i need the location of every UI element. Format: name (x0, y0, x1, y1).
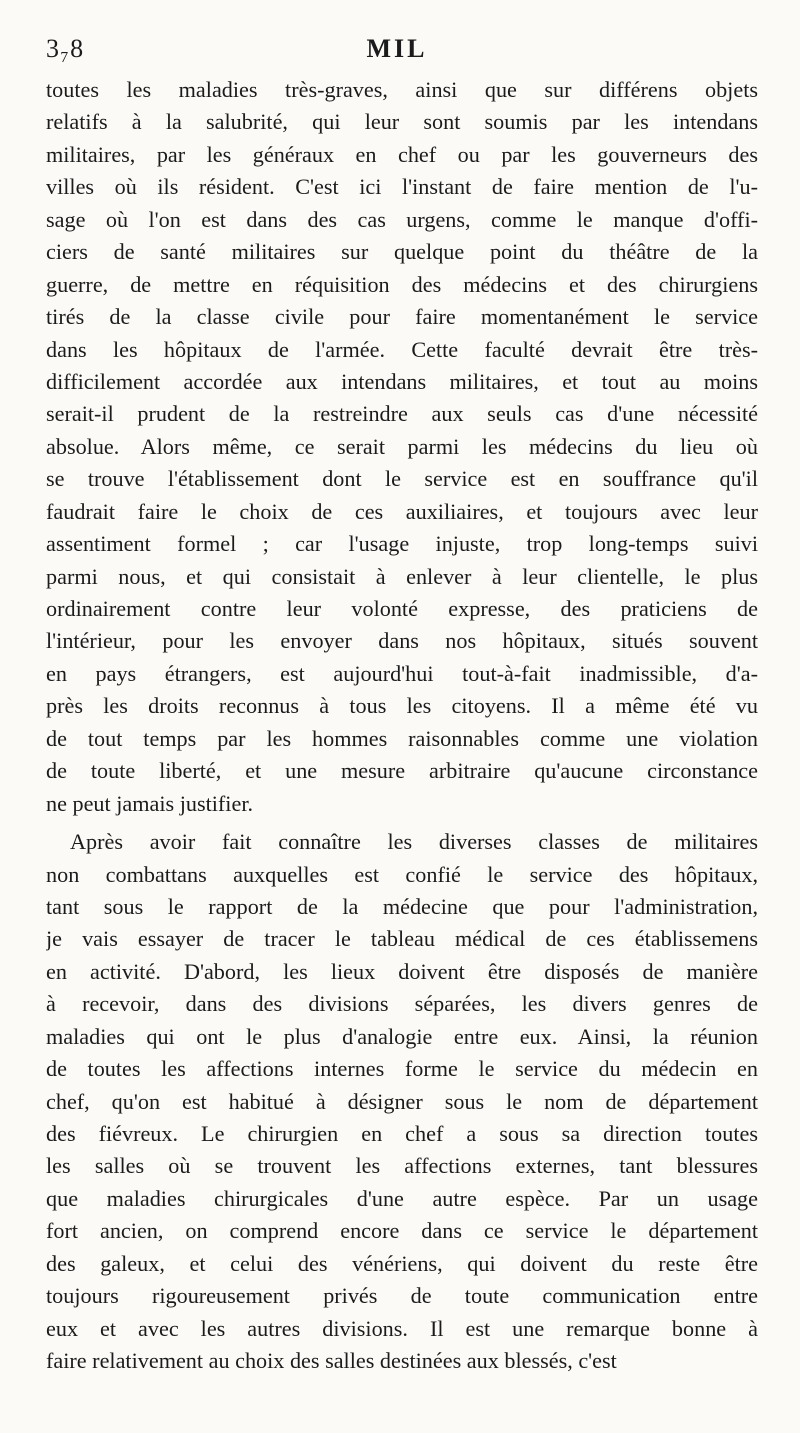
text-line (46, 463, 758, 495)
text-line (46, 788, 758, 820)
text-segment: guerre, de mettre en réquisition des médecins et des chirurgiens (46, 271, 758, 297)
running-head: MIL (366, 34, 428, 63)
text-segment: de toutes les affections internes forme le service du médecin en (46, 1056, 758, 1082)
text-line (46, 658, 758, 690)
text-segment: maladies qui ont le plus d'analogie entre eux. Ainsi, la réunion (46, 1023, 758, 1049)
text-line (46, 923, 758, 955)
text-segment: en pays étrangers, est aujourd'hui tout-à-fait inadmissible, d'a- (46, 660, 758, 686)
text-line (46, 1183, 758, 1215)
paragraph-1 (46, 74, 758, 820)
text-line (46, 859, 758, 891)
text-line (46, 1150, 758, 1182)
text-segment: parmi nous, et qui consistait à enlever à leur clientelle, le plus (46, 563, 758, 589)
text-line (46, 431, 758, 463)
text-segment: Après avoir fait connaître les diverses classes de militaires (70, 829, 758, 855)
text-line (46, 1086, 758, 1118)
text-line (46, 1118, 758, 1150)
text-segment: faudrait faire le choix de ces auxiliaires, et toujours avec leur (46, 498, 758, 524)
text-line (46, 269, 758, 301)
text-line (46, 1021, 758, 1053)
text-segment: près les droits reconnus à tous les citoyens. Il a même été vu (46, 693, 758, 719)
text-segment: sage où l'on est dans des cas urgens, comme le manque d'offi- (46, 206, 758, 232)
text-line (46, 139, 758, 171)
text-line (46, 398, 758, 430)
text-segment: l'intérieur, pour les envoyer dans nos hôpitaux, situés souvent (46, 628, 758, 654)
text-segment: serait-il prudent de la restreindre aux seuls cas d'une nécessité (46, 401, 758, 427)
text-segment: je vais essayer de tracer le tableau médical de ces établissemens (46, 926, 758, 952)
text-line (46, 891, 758, 923)
text-segment: eux et avec les autres divisions. Il est une remarque bonne à (46, 1315, 758, 1341)
text-segment: se trouve l'établissement dont le service est en souffrance qu'il (46, 466, 758, 492)
text-segment: département (648, 1088, 758, 1114)
text-line (46, 956, 758, 988)
text-segment: ciers de santé militaires sur quelque point du théâtre de la (46, 239, 758, 265)
text-line (46, 1053, 758, 1085)
text-segment: les salles où se trouvent les affections externes, tant blessures (46, 1153, 758, 1179)
text-line (46, 74, 758, 106)
page-number: 3₇8 (46, 34, 85, 63)
paragraph-2 (46, 826, 758, 1377)
text-line (46, 496, 758, 528)
text-line (46, 1248, 758, 1280)
text-segment: fort ancien, on comprend encore dans ce service le département (46, 1218, 758, 1244)
text-segment: militaires, par les généraux en chef ou par les gouverneurs des (46, 141, 758, 167)
text-segment: faire relativement au choix des salles destinées aux blessés, c'est (46, 1348, 617, 1374)
text-line (46, 1313, 758, 1345)
text-segment: de toute liberté, et une mesure arbitraire qu'aucune circonstance (46, 758, 758, 784)
text-segment: assentiment formel ; car l'usage injuste, trop long-temps suivi (46, 531, 758, 557)
text-line (46, 690, 758, 722)
text-segment: en activité. D'abord, les lieux doivent être disposés de manière (46, 958, 758, 984)
text-segment: tant sous le rapport de la médecine que pour l'administration, (46, 893, 758, 919)
text-line (46, 826, 758, 858)
text-line (46, 204, 758, 236)
text-line (46, 366, 758, 398)
text-segment: non combattans auxquelles est confié le service des hôpitaux, (46, 861, 758, 887)
text-segment: que maladies chirurgicales d'une autre espèce. Par un usage (46, 1185, 758, 1211)
text-segment: dans les hôpitaux de l'armée. Cette faculté devrait être très- (46, 336, 758, 362)
text-line (46, 593, 758, 625)
text-line (46, 723, 758, 755)
text-line (46, 755, 758, 787)
text-segment: de tout temps par les hommes raisonnables comme une violation (46, 725, 758, 751)
text-line (46, 301, 758, 333)
text-segment: des fiévreux (46, 1121, 173, 1146)
text-segment: absolue. Alors même, ce serait parmi les médecins du lieu où (46, 433, 758, 459)
text-line (46, 334, 758, 366)
text-line (46, 528, 758, 560)
text-line (46, 1280, 758, 1312)
text-line (46, 988, 758, 1020)
text-segment: difficilement accordée aux intendans militaires, et tout au moins (46, 368, 758, 394)
text-segment: des galeux, et celui des vénériens, qui doivent du reste être (46, 1250, 758, 1276)
text-line (46, 171, 758, 203)
text-line (46, 561, 758, 593)
text-line (46, 236, 758, 268)
text-segment: . Le chirurgien en chef a sous sa direction toutes (172, 1121, 758, 1146)
text-line (46, 106, 758, 138)
text-segment: relatifs à la salubrité, qui leur sont soumis par les intendans (46, 109, 758, 135)
text-segment: villes où ils résident. C'est ici l'instant de faire mention de l'u- (46, 174, 758, 200)
page-header (40, 30, 754, 70)
text-line (46, 625, 758, 657)
text-segment: tirés de la classe civile pour faire momentanément le service (46, 304, 758, 330)
text-line (46, 1215, 758, 1247)
body-text (46, 74, 758, 1378)
text-line (46, 1345, 758, 1377)
text-segment: à recevoir, dans des divisions séparées, les divers genres de (46, 991, 758, 1017)
text-segment: ne peut jamais justifier. (46, 790, 254, 816)
text-segment: toutes les maladies très-graves, ainsi que sur différens objets (46, 77, 758, 102)
text-segment: toujours rigoureusement privés de toute communication entre (46, 1283, 758, 1309)
text-segment: ordinairement contre leur volonté expresse, des praticiens de (46, 596, 758, 621)
text-segment: chef, qu'on est habitué à désigner sous le nom de (46, 1088, 649, 1114)
